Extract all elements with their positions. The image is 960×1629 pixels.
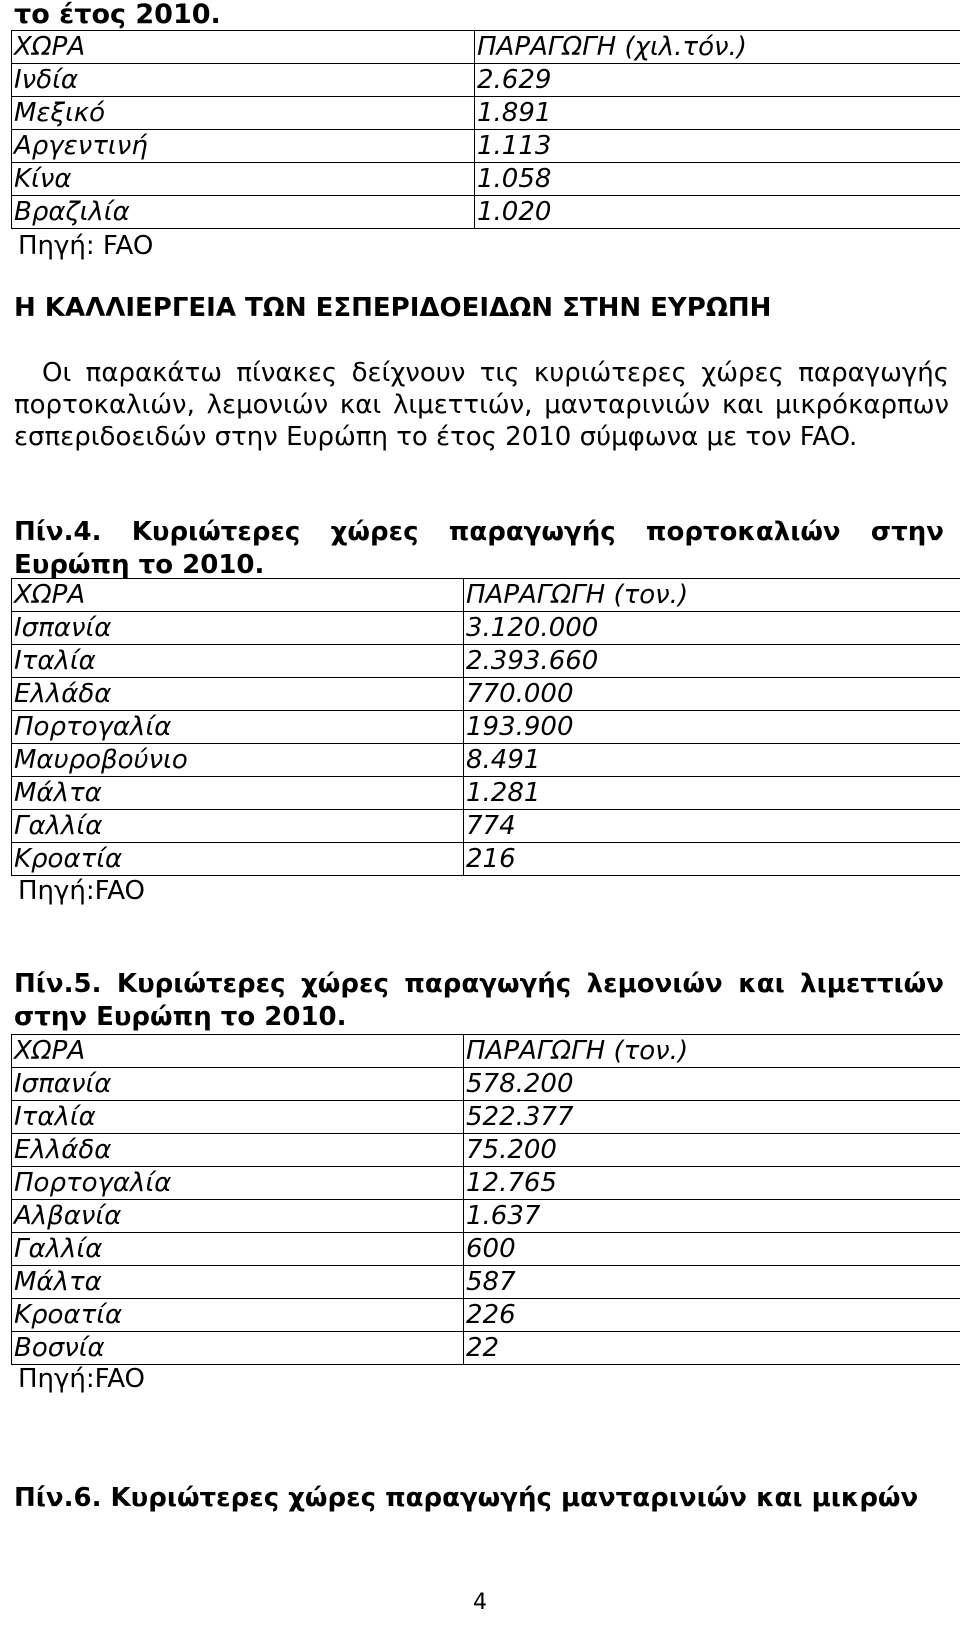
- table-row: [12, 1332, 960, 1365]
- country-cell: ΧΩΡΑ: [12, 31, 475, 64]
- country-cell: Βοσνία: [12, 1332, 464, 1365]
- country-cell: Βραζιλία: [12, 196, 475, 229]
- production-cell: 1.281: [464, 777, 960, 810]
- production-cell: 770.000: [464, 678, 960, 711]
- production-cell: 1.891: [475, 97, 960, 130]
- lemons-table: [11, 1034, 960, 1365]
- country-cell: Μαυροβούνιο: [12, 744, 464, 777]
- country-cell: ΧΩΡΑ: [12, 1035, 464, 1068]
- table-row: [12, 645, 960, 678]
- table-row: [12, 1101, 960, 1134]
- production-cell: 1.058: [475, 163, 960, 196]
- table-row: [12, 678, 960, 711]
- intro-fragment: το έτος 2010.: [14, 0, 221, 30]
- table-row: [12, 196, 960, 229]
- production-cell: 2.629: [475, 64, 960, 97]
- production-cell: ΠΑΡΑΓΩΓΗ (τον.): [464, 579, 960, 612]
- production-cell: 22: [464, 1332, 960, 1365]
- table6-caption: Πίν.6. Κυριώτερες χώρες παραγωγής μανταρινιών και μικρών: [14, 1483, 919, 1513]
- table4-caption: Πίν.4. Κυριώτερες χώρες παραγωγής πορτοκαλιών στην Ευρώπη το 2010.: [14, 517, 944, 580]
- country-cell: Ιταλία: [12, 645, 464, 678]
- production-cell: 1.637: [464, 1200, 960, 1233]
- country-cell: Κροατία: [12, 843, 464, 876]
- table-row: [12, 711, 960, 744]
- table-row: [12, 1266, 960, 1299]
- country-cell: Γαλλία: [12, 810, 464, 843]
- section-heading: Η ΚΑΛΛΙΕΡΓΕΙΑ ΤΩΝ ΕΣΠΕΡΙΔΟΕΙΔΩΝ ΣΤΗΝ ΕΥΡΩΠΗ: [14, 293, 772, 323]
- country-cell: Μάλτα: [12, 777, 464, 810]
- country-cell: Ισπανία: [12, 1068, 464, 1101]
- table-row: [12, 843, 960, 876]
- page-number: 4: [473, 1590, 487, 1615]
- production-cell: 193.900: [464, 711, 960, 744]
- production-cell: 1.113: [475, 130, 960, 163]
- production-cell: 578.200: [464, 1068, 960, 1101]
- source-note: Πηγή: FAO: [18, 231, 154, 261]
- production-cell: ΠΑΡΑΓΩΓΗ (τον.): [464, 1035, 960, 1068]
- production-cell: 1.020: [475, 196, 960, 229]
- country-cell: Ισπανία: [12, 612, 464, 645]
- oranges-table: [11, 578, 960, 876]
- production-cell: 226: [464, 1299, 960, 1332]
- table-header-row: [12, 579, 960, 612]
- table-row: [12, 1299, 960, 1332]
- country-cell: Κροατία: [12, 1299, 464, 1332]
- production-cell: 8.491: [464, 744, 960, 777]
- table-header-row: [12, 1035, 960, 1068]
- table-row: [12, 163, 960, 196]
- country-cell: Μεξικό: [12, 97, 475, 130]
- production-cell: 587: [464, 1266, 960, 1299]
- table-row: [12, 777, 960, 810]
- country-cell: Ελλάδα: [12, 678, 464, 711]
- table-row: [12, 1200, 960, 1233]
- source-note: Πηγή:FAO: [18, 876, 146, 906]
- production-cell: 3.120.000: [464, 612, 960, 645]
- production-cell: 774: [464, 810, 960, 843]
- table-row: [12, 1134, 960, 1167]
- country-cell: Ινδία: [12, 64, 475, 97]
- country-cell: Μάλτα: [12, 1266, 464, 1299]
- table-header-row: [12, 31, 960, 64]
- production-cell: ΠΑΡΑΓΩΓΗ (χιλ.τόν.): [475, 31, 960, 64]
- production-cell: 216: [464, 843, 960, 876]
- table-row: [12, 1068, 960, 1101]
- table-row: [12, 130, 960, 163]
- country-cell: ΧΩΡΑ: [12, 579, 464, 612]
- world-production-table: [11, 30, 960, 229]
- country-cell: Αργεντινή: [12, 130, 475, 163]
- table-row: [12, 612, 960, 645]
- source-note: Πηγή:FAO: [18, 1364, 146, 1394]
- table-row: [12, 1233, 960, 1266]
- table-row: [12, 64, 960, 97]
- table-row: [12, 1167, 960, 1200]
- production-cell: 12.765: [464, 1167, 960, 1200]
- country-cell: Ελλάδα: [12, 1134, 464, 1167]
- table-row: [12, 810, 960, 843]
- country-cell: Πορτογαλία: [12, 711, 464, 744]
- table-row: [12, 744, 960, 777]
- table-row: [12, 97, 960, 130]
- country-cell: Αλβανία: [12, 1200, 464, 1233]
- country-cell: Γαλλία: [12, 1233, 464, 1266]
- table5-caption: Πίν.5. Κυριώτερες χώρες παραγωγής λεμονιών και λιμεττιών στην Ευρώπη το 2010.: [14, 969, 944, 1032]
- country-cell: Ιταλία: [12, 1101, 464, 1134]
- country-cell: Πορτογαλία: [12, 1167, 464, 1200]
- intro-paragraph: Οι παρακάτω πίνακες δείχνουν τις κυριώτερες χώρες παραγωγής πορτοκαλιών, λεμονιών και λιμεττιών, μανταρινιών και μικρόκαρπων εσπεριδοειδών στην Ευρώπη το έτος 2010 σύμφωνα με τον FAO.: [14, 358, 949, 452]
- production-cell: 75.200: [464, 1134, 960, 1167]
- production-cell: 522.377: [464, 1101, 960, 1134]
- production-cell: 600: [464, 1233, 960, 1266]
- production-cell: 2.393.660: [464, 645, 960, 678]
- country-cell: Κίνα: [12, 163, 475, 196]
